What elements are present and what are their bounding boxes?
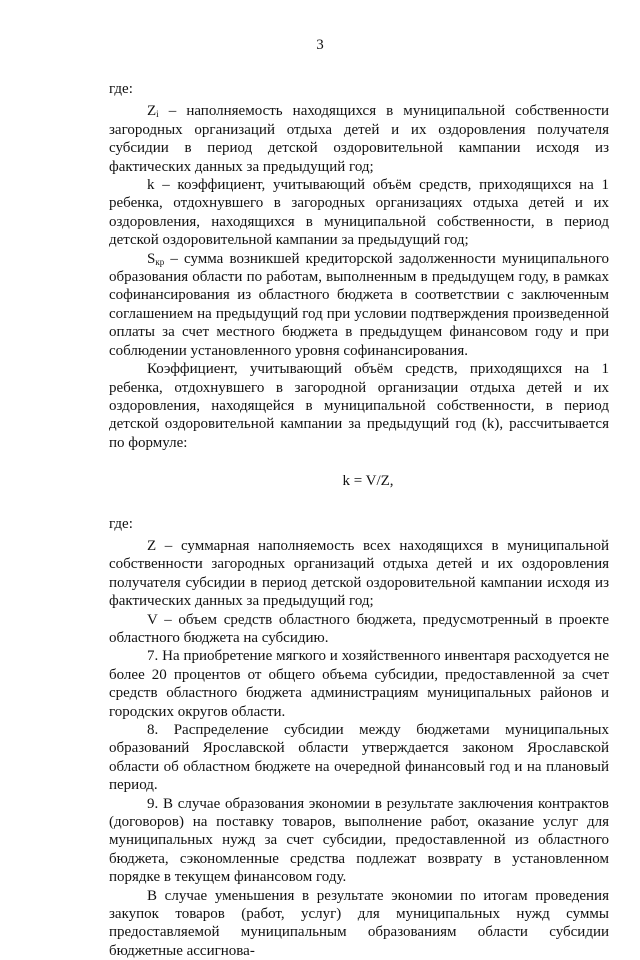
page-number: 3 <box>316 37 324 53</box>
definition-z: Z – суммарная наполняемость всех находящихся в муниципальной собственности загородных организаций отдыха детей и их оздоровления получателя субсидии в период детской оздоровительной кампании исходя из фактических данных за предыдущий год; <box>109 537 609 610</box>
document-body <box>109 80 609 960</box>
item-8: 8. Распределение субсидии между бюджетами муниципальных образований Ярославской области утверждается законом Ярославской области об областном бюджете на очередной финансовый год и на плановый период. <box>109 722 609 794</box>
where-label-1: где: <box>109 81 133 97</box>
subscript-kr: кр <box>155 256 165 267</box>
definition-skr-text: – сумма возникшей кредиторской задолженности муниципального образования области по работам, выполненным в предыдущем году, в рамках софинансирования из областного бюджета в соответствии с заключенным соглашением на предыдущий год при условии подтверждения произведенной оплаты за счет местного бюджета в предыдущем финансовом году и при соблюдении установленного уровня софинансирования. <box>109 250 609 359</box>
last-paragraph: В случае уменьшения в результате экономии по итогам проведения закупок товаров (работ, услуг) для муниципальных нужд суммы предоставляемой муниципальным образованиям области субсидии бюджетные ассигнова- <box>109 887 609 959</box>
item-7: 7. На приобретение мягкого и хозяйственного инвентаря расходуется не более 20 процентов от общего объема субсидии, предоставленной за счет средств областного бюджета администрациям муниципальных районов и городских округов области. <box>109 648 609 720</box>
subscript-i: i <box>156 109 159 120</box>
symbol-s: S <box>147 250 156 267</box>
symbol-z: Z <box>147 103 157 120</box>
definition-v: V – объем средств областного бюджета, предусмотренный в проекте областного бюджета на субсидию. <box>109 611 609 646</box>
definition-zi-text: – наполняемость находящихся в муниципальной собственности загородных организаций отдыха детей и их оздоровления получателя субсидии в период детской оздоровительной кампании исходя из фактических данных за предыдущий год; <box>109 103 609 175</box>
definition-k: k – коэффициент, учитывающий объём средств, приходящихся на 1 ребенка, отдохнувшего в загородных организациях отдыха детей и их оздоровления, находящихся в муниципальной собственности, в период детской оздоровительной кампании за предыдущий год; <box>109 177 609 249</box>
formula-k: k = V/Z, <box>342 473 394 490</box>
definition-zi <box>109 102 609 176</box>
item-9: 9. В случае образования экономии в результате заключения контрактов (договоров) на поставку товаров, выполнение работ, оказание услуг для муниципальных нужд за счет субсидии, предоставленной из областного бюджета, сэкономленные средства подлежат возврату в установленном порядке в текущем финансовом году. <box>109 795 609 886</box>
coefficient-paragraph: Коэффициент, учитывающий объём средств, приходящихся на 1 ребенка, отдохнувшего в загородной организации отдыха детей и их оздоровления, находящейся в муниципальной собственности, в период детской оздоровительной кампании за предыдущий год (k), рассчитывается по формуле: <box>109 361 609 451</box>
definition-skr <box>109 250 609 360</box>
where-label-2: где: <box>109 515 133 532</box>
